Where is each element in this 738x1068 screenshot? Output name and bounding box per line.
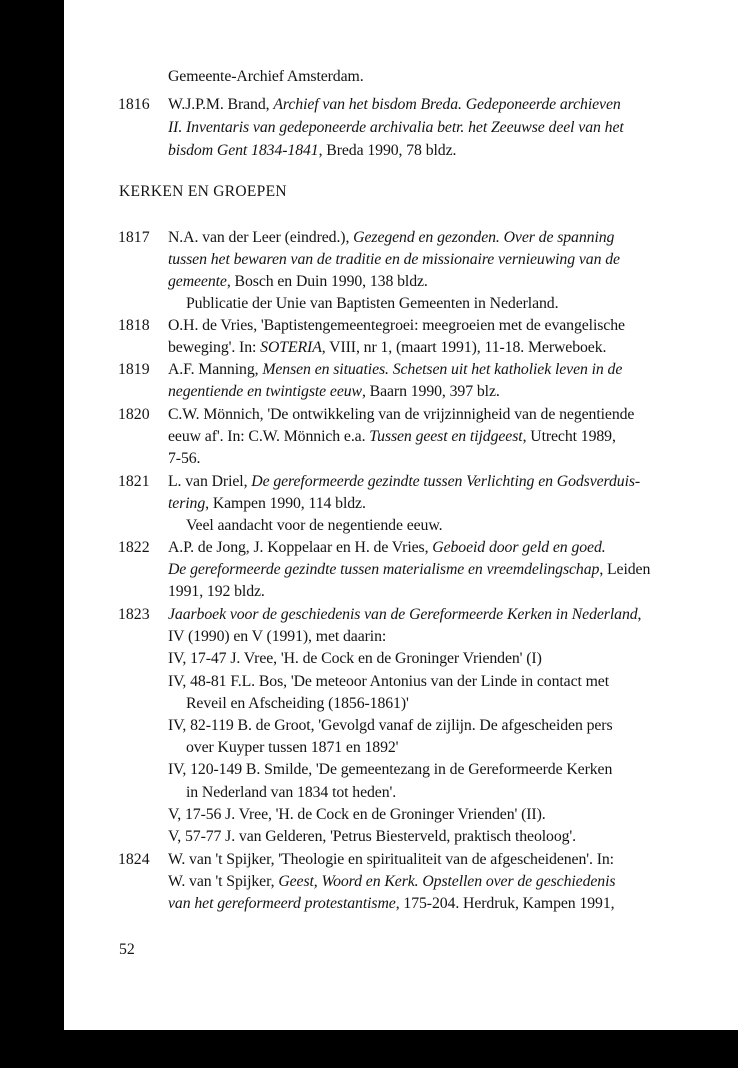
text-line: eeuw af'. In: C.W. Mönnich e.a. Tussen geest en tijdgeest, Utrecht 1989, (168, 428, 616, 445)
section-heading: KERKEN EN GROEPEN (119, 183, 287, 200)
text-line: IV, 48-81 F.L. Bos, 'De meteoor Antonius van der Linde in contact met (168, 673, 610, 690)
text-line: De gereformeerde gezindte tussen materialisme en vreemdelingschap, Leiden (168, 561, 651, 578)
entry-number: 1821 (118, 473, 150, 490)
text-line: A.P. de Jong, J. Koppelaar en H. de Vries, Geboeid door geld en goed. (168, 539, 606, 556)
text-line: Publicatie der Unie van Baptisten Gemeenten in Nederland. (186, 295, 559, 312)
text-line: 1991, 192 bldz. (168, 583, 265, 600)
text-line: V, 17-56 J. Vree, 'H. de Cock en de Groninger Vrienden' (II). (168, 806, 546, 823)
text-line: IV, 120-149 B. Smilde, 'De gemeentezang in de Gereformeerde Kerken (168, 761, 613, 778)
text-line: W. van 't Spijker, Geest, Woord en Kerk. Opstellen over de geschiedenis (168, 873, 616, 890)
scan-bottom-border (0, 1030, 738, 1068)
text-line: IV, 82-119 B. de Groot, 'Gevolgd vanaf de zijlijn. De afgescheiden pers (168, 717, 613, 734)
text-line: over Kuyper tussen 1871 en 1892' (186, 739, 399, 756)
entry-number: 1824 (118, 851, 150, 868)
text-line: in Nederland van 1834 tot heden'. (186, 784, 397, 801)
text-line: II. Inventaris van gedeponeerde archivalia betr. het Zeeuwse deel van het (168, 119, 624, 136)
text-line: W. van 't Spijker, 'Theologie en spiritualiteit van de afgescheidenen'. In: (168, 851, 614, 868)
text-line: V, 57-77 J. van Gelderen, 'Petrus Biesterveld, praktisch theoloog'. (168, 828, 577, 845)
text-line: Jaarboek voor de geschiedenis van de Gereformeerde Kerken in Nederland, (168, 606, 642, 623)
text-line: negentiende en twintigste eeuw, Baarn 1990, 397 blz. (168, 383, 500, 400)
text-line: Reveil en Afscheiding (1856-1861)' (186, 695, 409, 712)
text-line: L. van Driel, De gereformeerde gezindte tussen Verlichting en Godsverduis- (168, 473, 641, 490)
text-line: beweging'. In: SOTERIA, VIII, nr 1, (maart 1991), 11-18. Merweboek. (168, 339, 607, 356)
text-line: Veel aandacht voor de negentiende eeuw. (186, 517, 443, 534)
text-line: IV, 17-47 J. Vree, 'H. de Cock en de Groninger Vrienden' (I) (168, 650, 542, 667)
text-line: W.J.P.M. Brand, Archief van het bisdom Breda. Gedeponeerde archieven (168, 96, 621, 113)
text-line: gemeente, Bosch en Duin 1990, 138 bldz. (168, 273, 428, 290)
book-page (64, 0, 738, 1030)
text-line: A.F. Manning, Mensen en situaties. Schetsen uit het katholiek leven in de (168, 361, 623, 378)
entry-number: 1819 (118, 361, 150, 378)
entry-number: 1818 (118, 317, 150, 334)
text-line: tering, Kampen 1990, 114 bldz. (168, 495, 366, 512)
text-line: bisdom Gent 1834-1841, Breda 1990, 78 bldz. (168, 142, 457, 159)
text-line: C.W. Mönnich, 'De ontwikkeling van de vrijzinnigheid van de negentiende (168, 406, 635, 423)
entry-number: 1823 (118, 606, 150, 623)
page-number: 52 (119, 941, 135, 958)
text-line: N.A. van der Leer (eindred.), Gezegend en gezonden. Over de spanning (168, 229, 615, 246)
text-line: IV (1990) en V (1991), met daarin: (168, 628, 387, 645)
entry-number: 1822 (118, 539, 150, 556)
entry-number: 1820 (118, 406, 150, 423)
text-line: 7-56. (168, 450, 201, 467)
text-line: van het gereformeerd protestantisme, 175-204. Herdruk, Kampen 1991, (168, 895, 615, 912)
scan-left-border (0, 0, 64, 1068)
entry-number: 1817 (118, 229, 150, 246)
entry-number: 1816 (118, 96, 150, 113)
text-line: Gemeente-Archief Amsterdam. (168, 68, 364, 85)
text-line: tussen het bewaren van de traditie en de missionaire vernieuwing van de (168, 251, 620, 268)
text-line: O.H. de Vries, 'Baptistengemeentegroei: meegroeien met de evangelische (168, 317, 625, 334)
